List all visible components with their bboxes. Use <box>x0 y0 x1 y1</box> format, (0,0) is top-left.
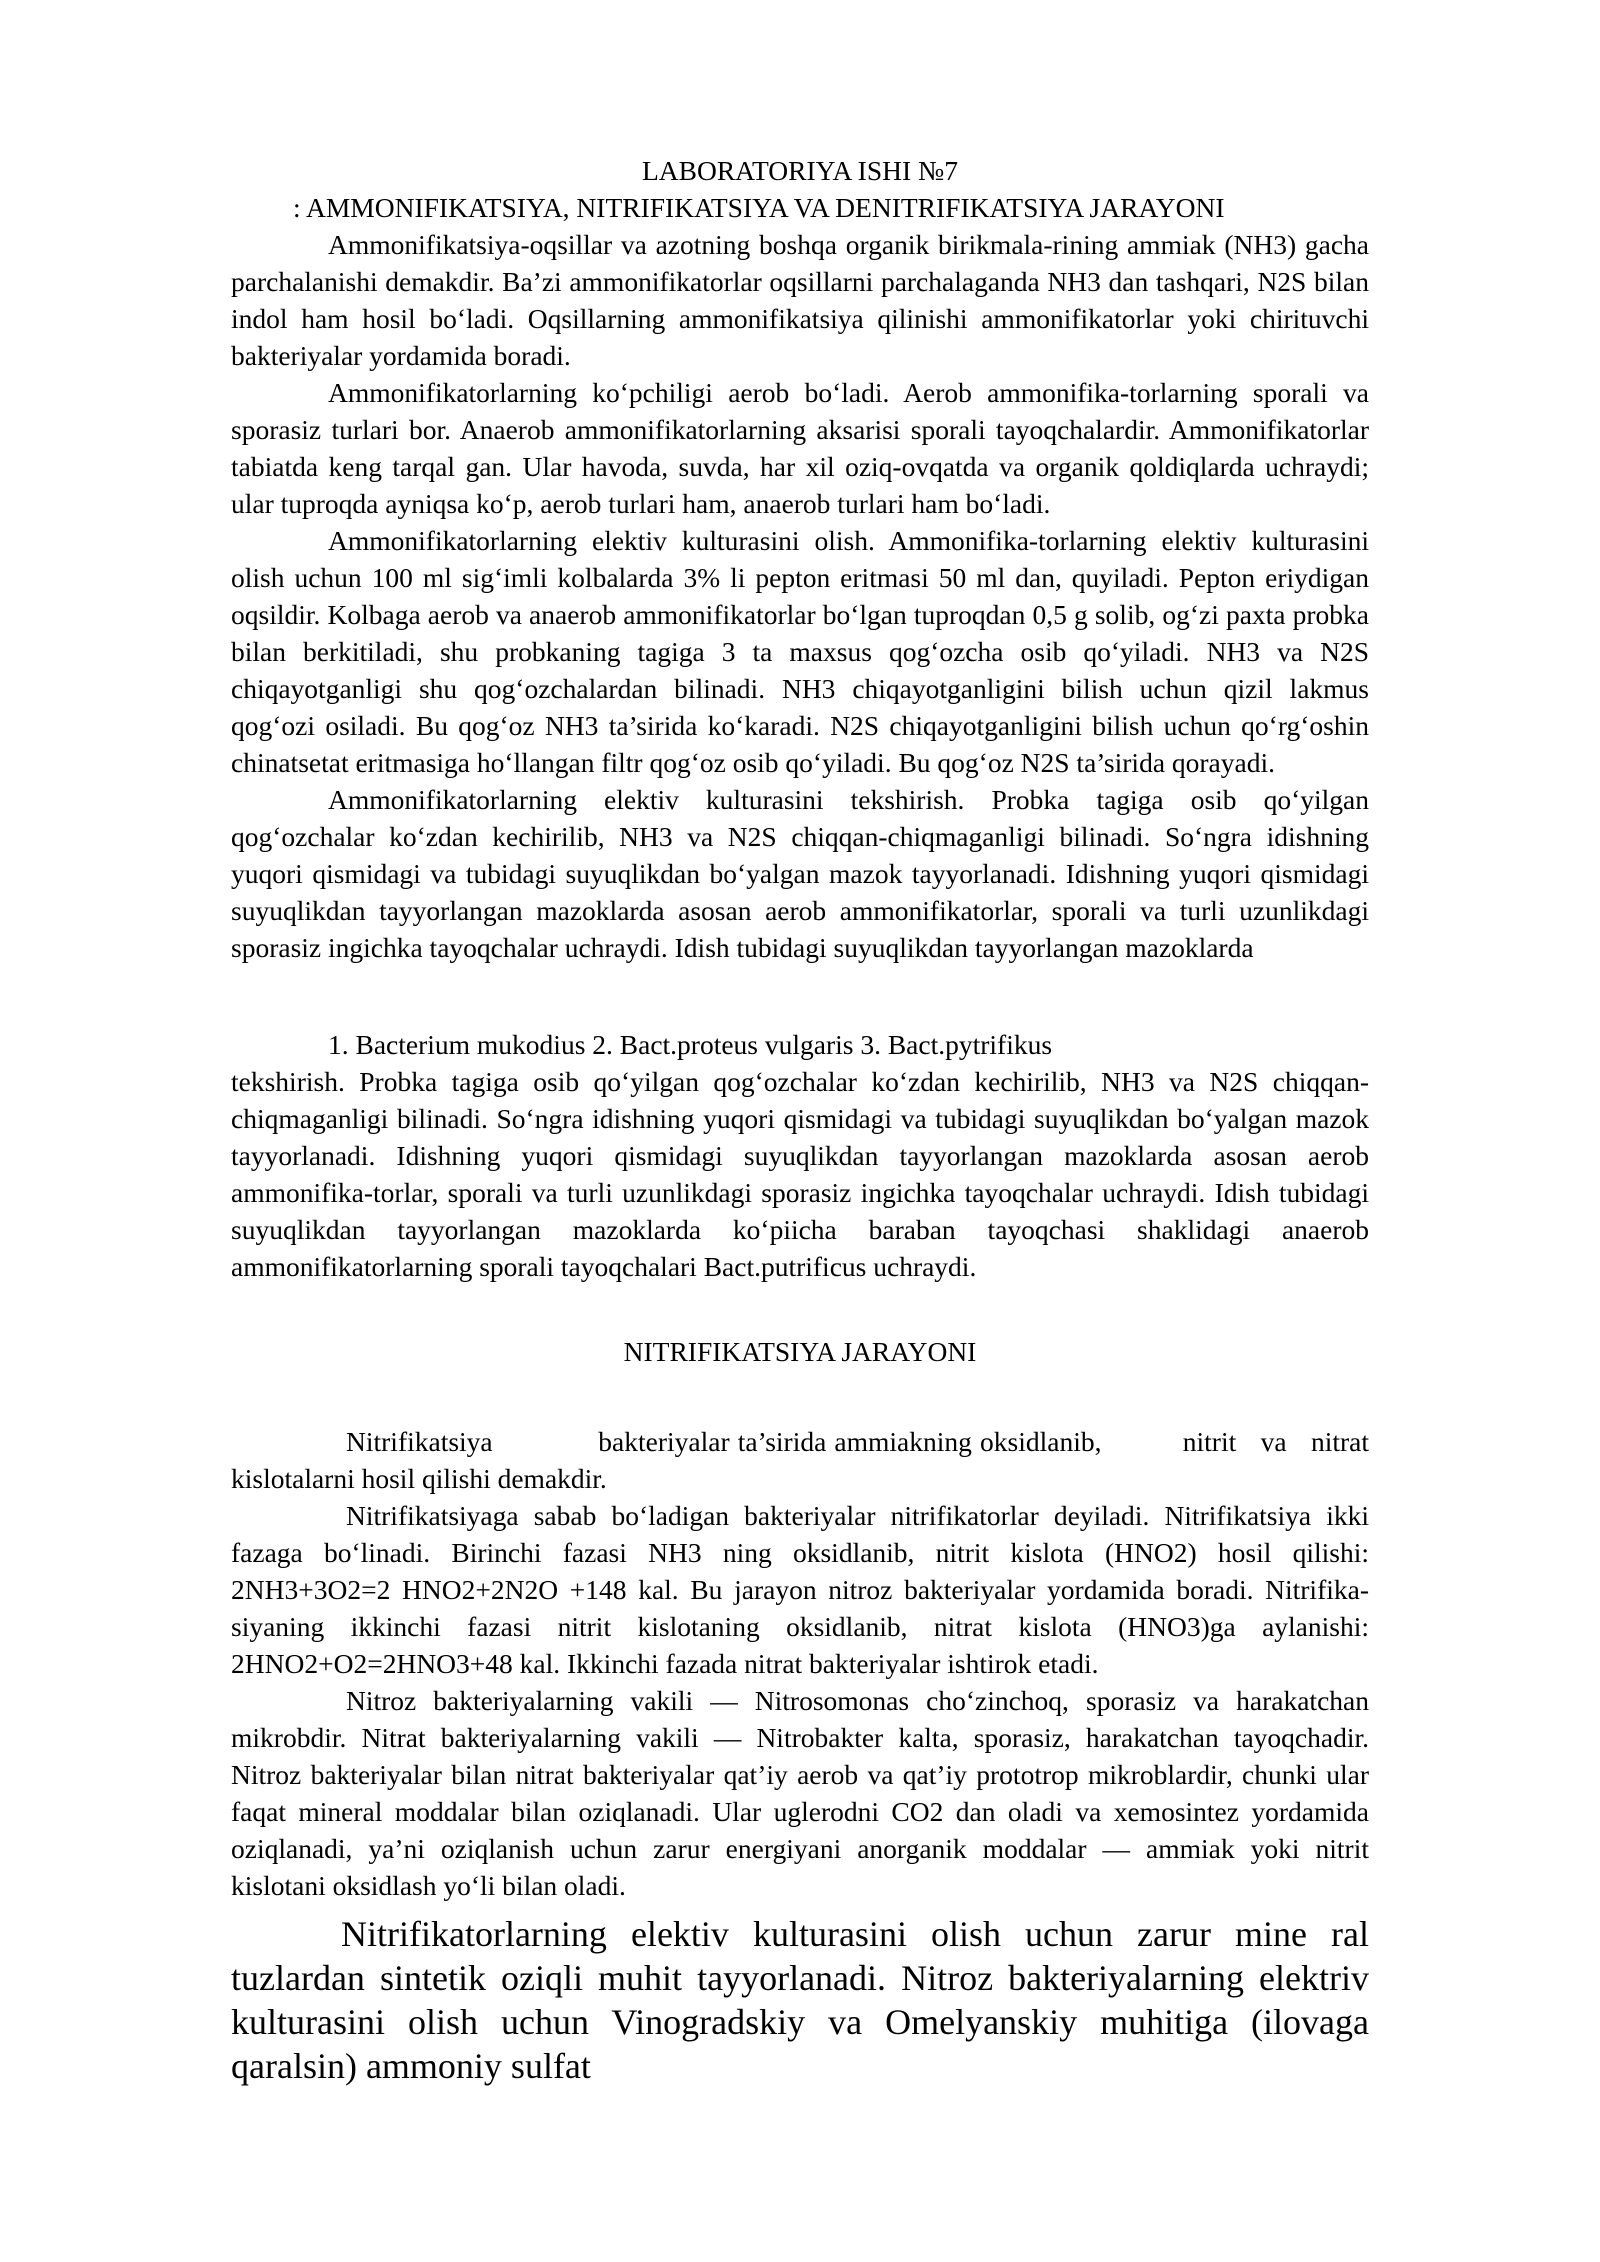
document-body <box>231 152 1376 2088</box>
page-subtitle: : AMMONIFIKATSIYA, NITRIFIKATSIYA VA DENITRIFIKATSIYA JARAYONI <box>293 192 1225 223</box>
paragraph-ammonification-definition: Ammonifikatsiya-oqsillar va azotning boshqa organik birikmala-rining ammiak (NH3) gacha parchalanishi demakdir. Ba’zi ammonifikatorlar oqsillarni parchalaganda NH3 dan tashqari, N2S bilan indol ham hosil bo‘ladi. Oqsillarning ammonifikatsiya qilinishi ammonifikatorlar yoki chirituvchi bakteriyalar yordamida boradi. <box>231 229 1369 371</box>
paragraph-nitrification-definition: Nitrifikatsiya bakteriyalar ta’sirida ammiakning oksidlanib, nitrit va nitrat kislotalarni hosil qilishi demakdir. <box>231 1426 1376 1494</box>
paragraph-nitrifying-bacteria: Nitroz bakteriyalarning vakili — Nitrosomonas cho‘zinchoq, sporasiz va harakatchan mikrobdir. Nitrat bakteriyalarning vakili — Nitrobakter kalta, sporasiz, harakatchan tayoqchadir. Nitroz bakteriyalar bilan nitrat bakteriyalar qat’iy aerob va qat’iy prototrop mikroblardir, chunki ular faqat mineral moddalar bilan oziqlanadi. Ular uglerodni CO2 dan oladi va xemosintez yordamida oziqlanadi, ya’ni oziqlanish uchun zarur energiyani anorganik moddalar — ammiak yoki nitrit kislotani oksidlash yo‘li bilan oladi. <box>231 1685 1369 1901</box>
page-title: LABORATORIYA ISHI №7 <box>641 155 959 186</box>
section-heading-nitrification: NITRIFIKATSIYA JARAYONI <box>623 1336 977 1367</box>
large-text-block <box>231 1912 1369 2088</box>
paragraph-nitrifiers-elective-culture: Nitrifikatorlarning elektiv kulturasini olish uchun zarur mine ral tuzlardan sintetik oziqli muhit tayyorlanadi. Nitroz bakteriyalarning elektriv kulturasini olish uchun Vinogradskiy va Omelyanskiy muhitiga (ilovaga qaralsin) ammoniy sulfat <box>231 1914 1369 2086</box>
bacteria-list: 1. Bacterium mukodius 2. Bact.proteus vulgaris 3. Bact.pytrifikus <box>328 1029 1053 1060</box>
paragraph-elective-culture-examining: Ammonifikatorlarning elektiv kulturasini tekshirish. Probka tagiga osib qo‘yilgan qog‘ozchalar ko‘zdan kechirilib, NH3 va N2S chiqqan-chiqmaganligi bilinadi. So‘ngra idishning yuqori qismidagi va tubidagi suyuqlikdan bo‘yalgan mazok tayyorlanadi. Idishning yuqori qismidagi suyuqlikdan tayyorlangan mazoklarda asosan aerob ammonifikatorlar, sporali va turli uzunlikdagi sporasiz ingichka tayoqchalar uchraydi. Idish tubidagi suyuqlikdan tayyorlangan mazoklarda <box>231 784 1369 963</box>
paragraph-examination-continued: tekshirish. Probka tagiga osib qo‘yilgan qog‘ozchalar ko‘zdan kechirilib, NH3 va N2S chiqqan-chiqmaganligi bilinadi. So‘ngra idishning yuqori qismidagi va tubidagi suyuqlikdan bo‘yalgan mazok tayyorlanadi. Idishning yuqori qismidagi suyuqlikdan tayyorlangan mazoklarda asosan aerob ammonifika-torlar, sporali va turli uzunlikdagi sporasiz ingichka tayoqchalar uchraydi. Idish tubidagi suyuqlikdan tayyorlangan mazoklarda ko‘piicha baraban tayoqchasi shaklidagi anaerob ammonifikatorlarning sporali tayoqchalari Bact.putrificus uchraydi. <box>231 1066 1369 1282</box>
paragraph-elective-culture-obtaining: Ammonifikatorlarning elektiv kulturasini olish. Ammonifika-torlarning elektiv kulturasini olish uchun 100 ml sig‘imli kolbalarda 3% li pepton eritmasi 50 ml dan, quyiladi. Pepton eriydigan oqsildir. Kolbaga aerob va anaerob ammonifikatorlar bo‘lgan tuproqdan 0,5 g solib, og‘zi paxta probka bilan berkitiladi, shu probkaning tagiga 3 ta maxsus qog‘ozcha osib qo‘yiladi. NH3 va N2S chiqayotganligi shu qog‘ozchalardan bilinadi. NH3 chiqayotganligini bilish uchun qizil lakmus qog‘ozi osiladi. Bu qog‘oz NH3 ta’sirida ko‘karadi. N2S chiqayotganligini bilish uchun qo‘rg‘oshin chinatsetat eritmasiga ho‘llangan filtr qog‘oz osib qo‘yiladi. Bu qog‘oz N2S ta’sirida qorayadi. <box>231 525 1369 778</box>
paragraph-ammonifiers-types: Ammonifikatorlarning ko‘pchiligi aerob bo‘ladi. Aerob ammonifika-torlarning sporali va sporasiz turlari bor. Anaerob ammonifikatorlarning aksarisi sporali tayoqchalardir. Ammonifikatorlar tabiatda keng tarqal gan. Ular havoda, suvda, har xil oziq-ovqatda va organik qoldiqlarda uchraydi; ular tuproqda ayniqsa ko‘p, aerob turlari ham, anaerob turlari ham bo‘ladi. <box>231 377 1369 519</box>
paragraph-nitrification-phases: Nitrifikatsiyaga sabab bo‘ladigan bakteriyalar nitrifikatorlar deyiladi. Nitrifikatsiya ikki fazaga bo‘linadi. Birinchi fazasi NH3 ning oksidlanib, nitrit kislota (HNO2) hosil qilishi: 2NH3+3O2=2 HNO2+2N2O +148 kal. Bu jarayon nitroz bakteriyalar yordamida boradi. Nitrifika-siyaning ikkinchi fazasi nitrit kislotaning oksidlanib, nitrat kislota (HNO3)ga aylanishi: 2HNO2+O2=2HNO3+48 kal. Ikkinchi fazada nitrat bakteriyalar ishtirok etadi. <box>231 1500 1369 1679</box>
